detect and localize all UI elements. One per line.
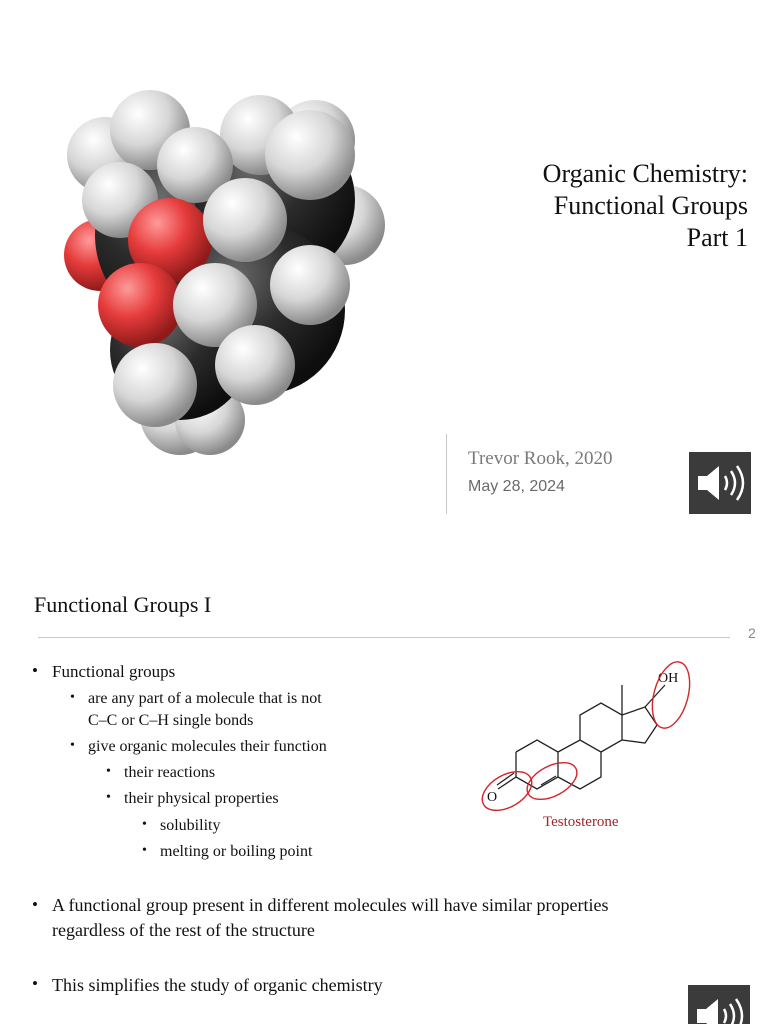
bullet-physical-properties: • their physical properties — [124, 788, 279, 810]
title-line-2: Functional Groups — [553, 191, 748, 220]
bullet-definition — [88, 688, 322, 732]
speaker-icon — [688, 985, 750, 1024]
bullet-similar-properties — [52, 893, 609, 943]
hydroxyl-highlight — [646, 658, 696, 732]
bullet-reactions: • their reactions — [124, 762, 215, 784]
page-number: 2 — [748, 625, 756, 641]
title-line-3: Part 1 — [686, 223, 748, 252]
audio-button-2[interactable] — [688, 985, 750, 1024]
slide-title: Functional Groups I — [34, 592, 212, 617]
presentation-title — [543, 158, 748, 254]
divider-line — [446, 434, 447, 514]
bullet-function: • give organic molecules their function — [88, 736, 327, 758]
bullet-melting-boiling: • melting or boiling point — [160, 841, 312, 863]
title-underline — [38, 637, 730, 638]
speaker-icon — [689, 452, 751, 514]
bullet-definition-line-2: C–C or C–H single bonds — [88, 712, 254, 729]
bullet-definition-line-1: • are any part of a molecule that is not — [88, 690, 322, 707]
oh-label: OH — [658, 671, 679, 686]
testosterone-structure — [470, 655, 700, 815]
title-line-1: Organic Chemistry: — [542, 159, 748, 188]
author-credit: Trevor Rook, 2020 — [468, 448, 613, 469]
structure-caption: Testosterone — [543, 814, 619, 830]
carbonyl-highlight — [476, 764, 539, 815]
bullet-simplifies: • This simplifies the study of organic chemistry — [52, 974, 383, 996]
date-label: May 28, 2024 — [468, 478, 565, 495]
audio-button[interactable] — [689, 452, 751, 514]
oxygen-label: O — [487, 790, 498, 805]
bullet-solubility: • solubility — [160, 815, 220, 837]
bullet-similar-line-1: • A functional group present in different molecules will have similar properties — [52, 895, 609, 915]
molecule-space-filling-model — [60, 80, 390, 470]
bullet-similar-line-2: regardless of the rest of the structure — [52, 920, 315, 940]
bullet-functional-groups: • Functional groups — [52, 661, 175, 683]
